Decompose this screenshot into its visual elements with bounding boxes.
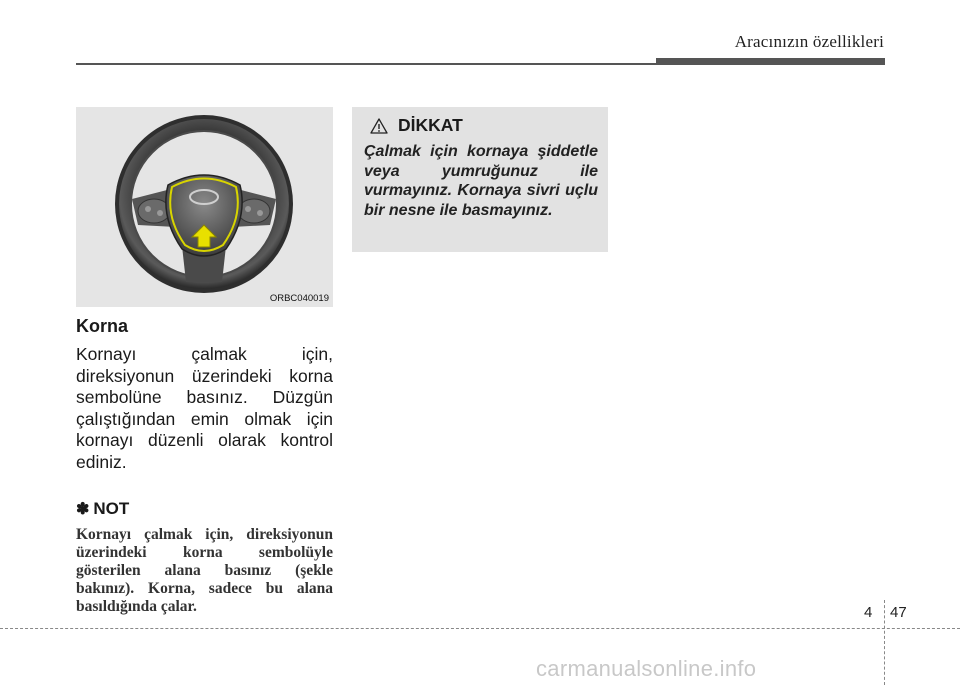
footer-divider	[884, 600, 885, 685]
horn-body: Kornayı çalmak için, direksiyonun üzerindeki korna sembolüne basınız. Düzgün çalıştığından emin olmak için kornayı düzenli olarak kontrol ediniz.	[76, 344, 333, 472]
left-column	[76, 316, 333, 616]
horn-figure	[76, 107, 333, 307]
watermark: carmanualsonline.info	[536, 656, 757, 681]
page-number: 47	[890, 604, 907, 621]
caution-body: Çalmak için kornaya şiddetle veya yumruğunuz ile vurmayınız. Kornaya sivri uçlu bir nesne ile basmayınız.	[364, 143, 598, 219]
figure-code: ORBC040019	[269, 293, 329, 304]
header-rule-accent	[656, 58, 885, 65]
note-body: Kornayı çalmak için, direksiyonun üzerindeki korna sembolüyle gösterilen alana basınız (şekle bakınız). Korna, sadece bu alana basıldığında çalar.	[76, 526, 333, 615]
warning-triangle-icon	[370, 118, 388, 134]
horn-heading: Korna	[76, 316, 129, 336]
asterisk-icon: ✽	[76, 501, 90, 518]
chapter-number: 4	[864, 604, 873, 621]
caution-box	[352, 107, 608, 252]
caution-heading-label: DİKKAT	[398, 115, 463, 135]
header-rule	[76, 63, 656, 65]
caution-heading	[370, 115, 598, 136]
note-heading	[76, 499, 333, 519]
section-title: Aracınızın özellikleri	[734, 32, 884, 51]
arrow-up-icon	[76, 107, 333, 307]
footer-rule	[0, 628, 960, 629]
note-heading-label: NOT	[93, 499, 130, 518]
